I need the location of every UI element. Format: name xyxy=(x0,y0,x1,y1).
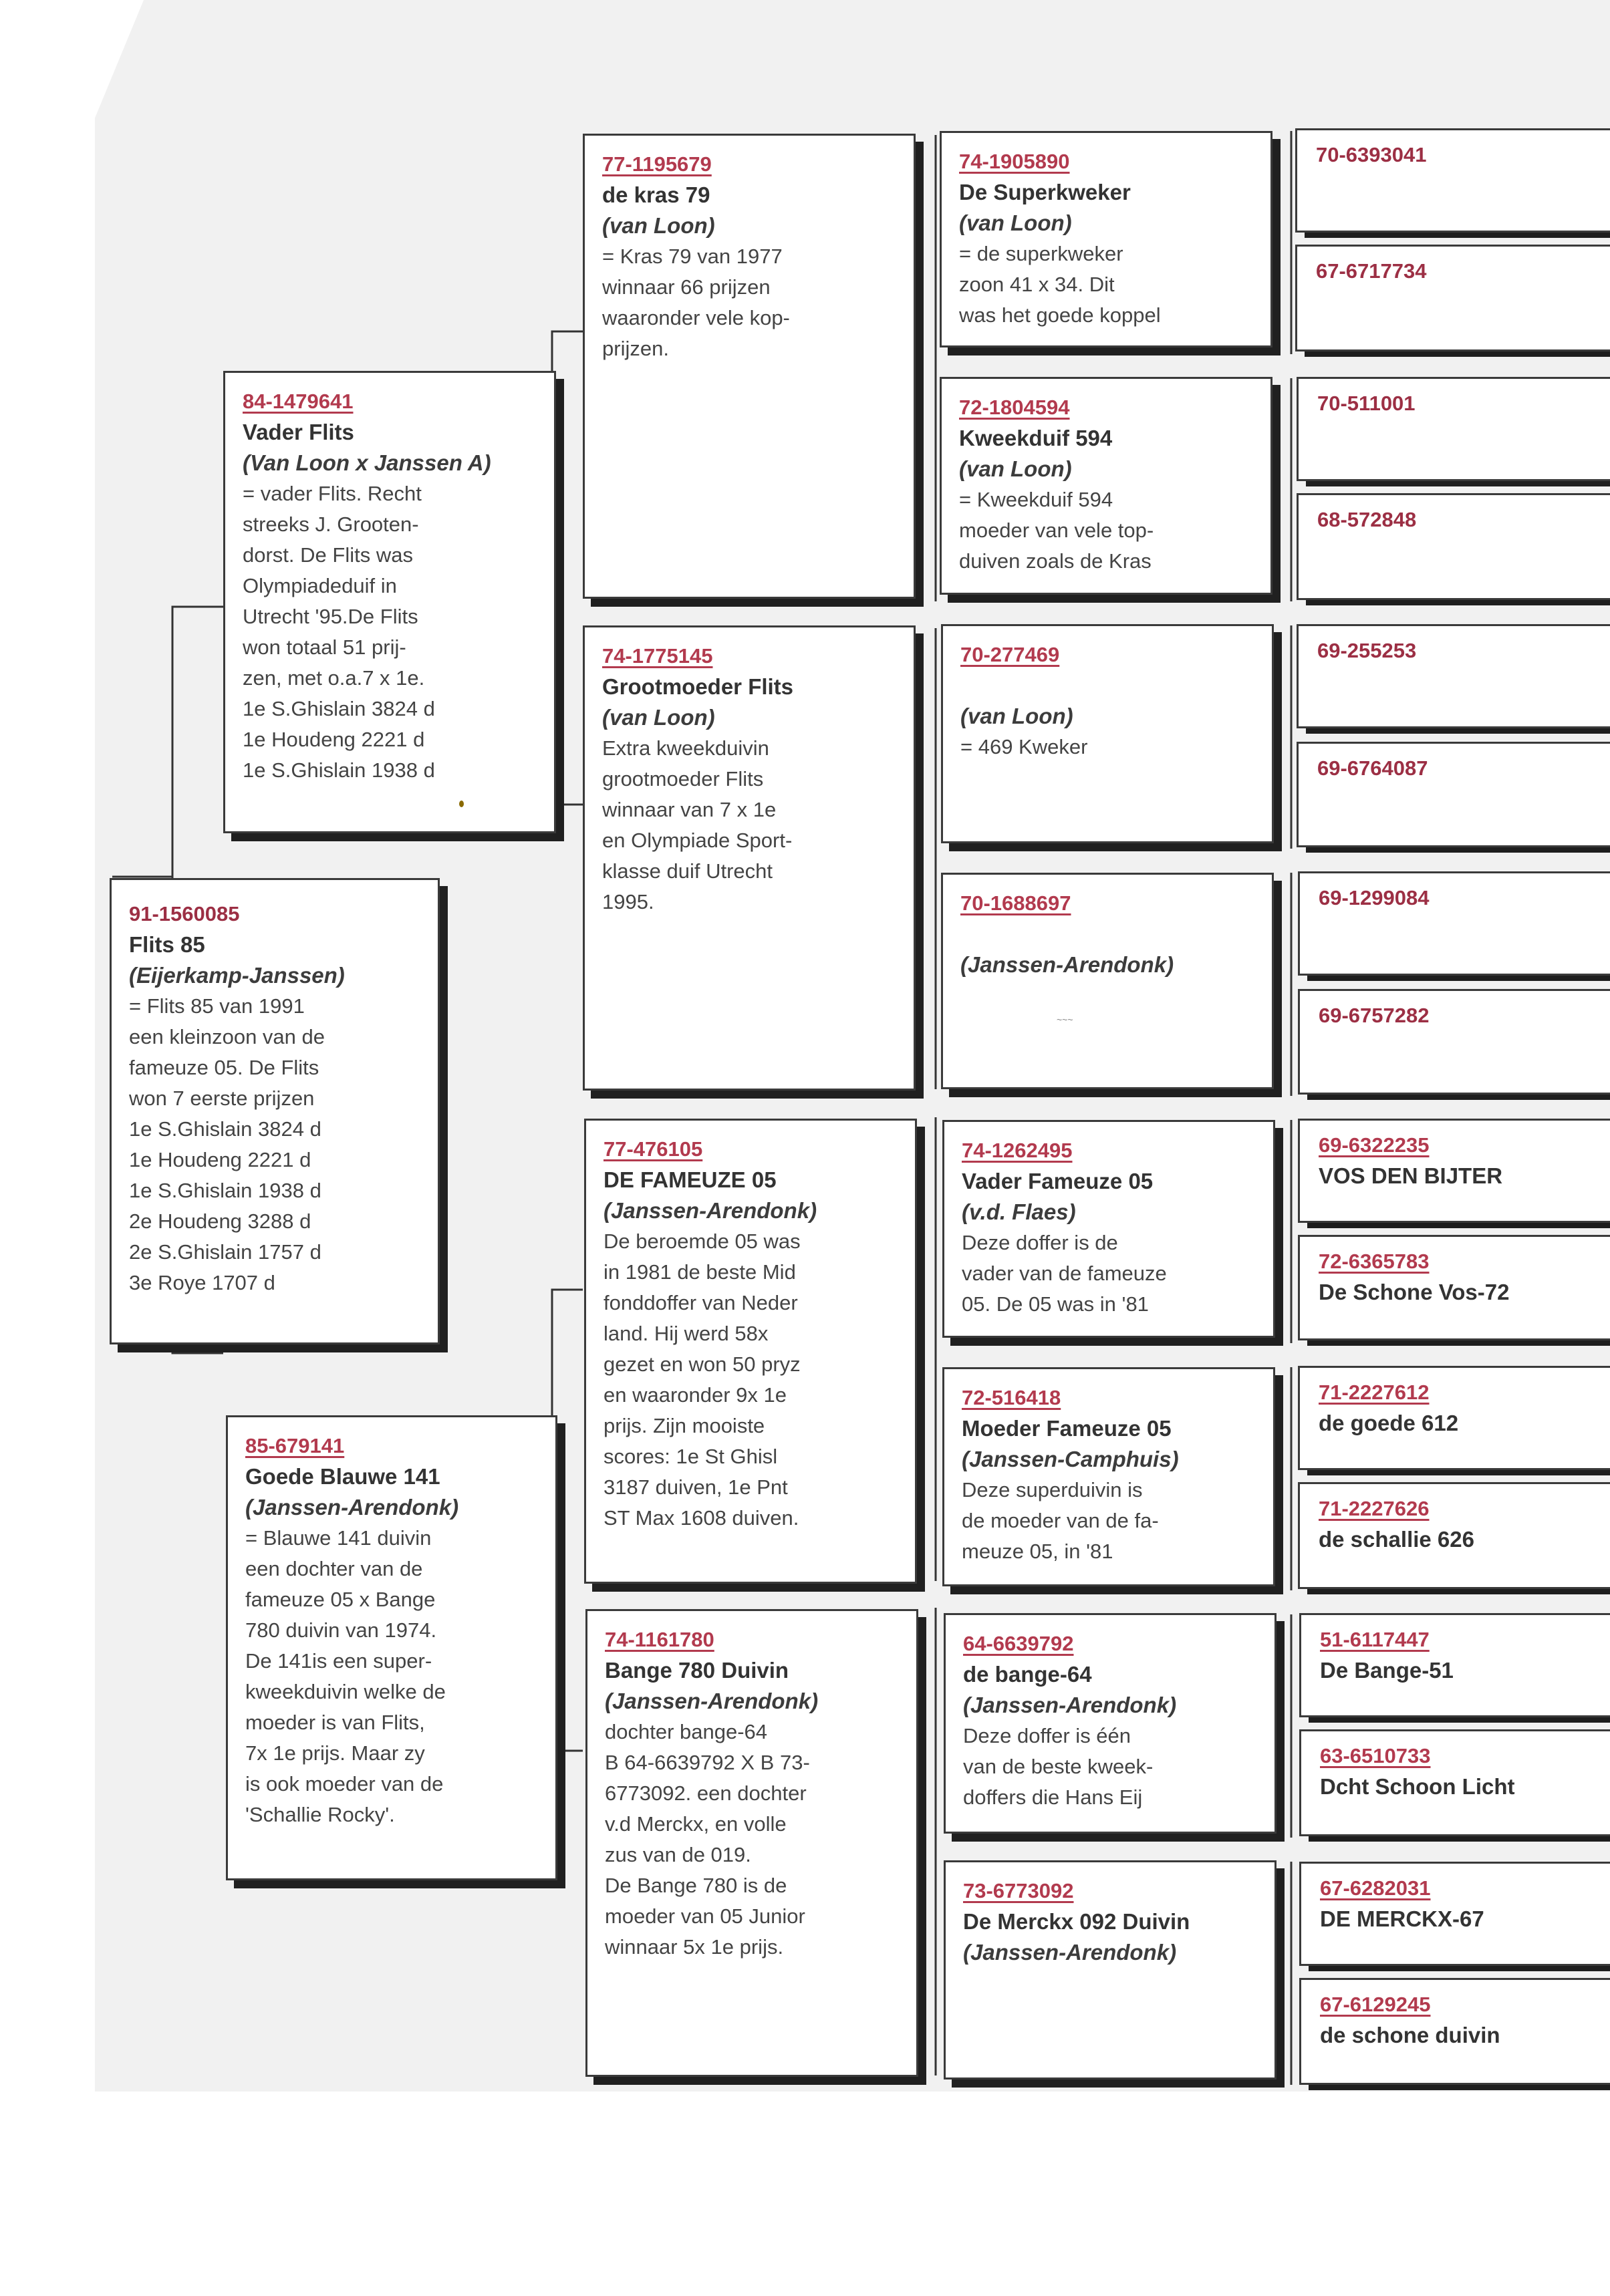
pigeon-name xyxy=(960,919,1254,950)
description: = Blauwe 141 duivin een dochter van de fameuze 05 x Bange 780 duivin van 1974. De 141is een super- kweekduivin welke de moeder is van Flits, 7x 1e prijs. Maar zy is ook moeder van de 'Schallie Rocky'. xyxy=(245,1526,446,1826)
pigeon-name: De Merckx 092 Duivin xyxy=(963,1909,1190,1934)
pigeon-card-gen4-7 xyxy=(944,1613,1277,1834)
breeder: (van Loon) xyxy=(959,210,1072,235)
description: = de superkweker zoon 41 x 34. Dit was het goede koppel xyxy=(959,242,1161,327)
description: = vader Flits. Recht streeks J. Grooten- dorst. De Flits was Olympiadeduif in Utrecht '95.De Flits won totaal 51 prij- zen, met o.a.7 x 1e. 1e S.Ghislain 3824 d 1e Houdeng 2221 d 1e S.Ghislain 1938 d xyxy=(243,482,435,782)
pigeon-name: Grootmoeder Flits xyxy=(602,674,794,699)
bracket-gen2-top xyxy=(552,331,583,805)
pigeon-name: DE FAMEUZE 05 xyxy=(603,1167,777,1192)
pigeon-card-gen5-16 xyxy=(1299,1978,1610,2085)
pigeon-name: Vader Flits xyxy=(243,420,354,444)
pigeon-card-sire xyxy=(223,371,556,833)
breeder: (van Loon) xyxy=(959,456,1072,481)
breeder: (Janssen-Arendonk) xyxy=(603,1198,817,1223)
ring-number-link[interactable]: 74-1905890 xyxy=(959,150,1070,173)
ring-number-link[interactable]: 77-1195679 xyxy=(602,152,712,176)
pigeon-card-gen5-14 xyxy=(1299,1729,1610,1836)
ring-number-link[interactable]: 72-6365783 xyxy=(1319,1250,1430,1273)
breeder: (van Loon) xyxy=(960,704,1073,728)
pigeon-name: Moeder Fameuze 05 xyxy=(962,1416,1172,1441)
pigeon-card-gen5-15 xyxy=(1299,1862,1610,1966)
scan-speck xyxy=(459,801,464,807)
ring-number: 69-1299084 xyxy=(1319,886,1430,909)
pigeon-card-gen5-1 xyxy=(1295,128,1610,233)
bracket-gen1 xyxy=(172,607,223,877)
breeder: (van Loon) xyxy=(602,213,715,238)
ring-number: 70-511001 xyxy=(1317,392,1416,415)
ring-number-link[interactable]: 84-1479641 xyxy=(243,390,354,413)
pigeon-card-gen5-7 xyxy=(1298,871,1610,976)
ring-number-link[interactable]: 73-6773092 xyxy=(963,1879,1074,1902)
pigeon-name: de goede 612 xyxy=(1319,1411,1459,1435)
pigeon-card-gen1 xyxy=(110,878,440,1344)
ring-number-link[interactable]: 64-6639792 xyxy=(963,1632,1074,1655)
pigeon-name: de schone duivin xyxy=(1320,2023,1500,2047)
ring-number-link[interactable]: 71-2227626 xyxy=(1319,1497,1430,1520)
pigeon-name: De Schone Vos-72 xyxy=(1319,1280,1510,1304)
ring-number-link[interactable]: 74-1262495 xyxy=(962,1139,1073,1162)
pigeon-name xyxy=(960,670,1254,701)
pigeon-card-gen5-10 xyxy=(1298,1235,1610,1340)
pigeon-card-gen4-4 xyxy=(941,873,1274,1089)
description: dochter bange-64 B 64-6639792 X B 73- 6773092. een dochter v.d Merckx, en volle zus van de 019. De Bange 780 is de moeder van 05 Junior winnaar 5x 1e prijs. xyxy=(605,1720,810,1959)
breeder: (van Loon) xyxy=(602,705,715,730)
pigeon-card-gen3-4 xyxy=(585,1609,918,2077)
pigeon-card-gen4-8 xyxy=(944,1860,1277,2079)
ring-number: 69-6764087 xyxy=(1317,756,1428,780)
breeder: (Janssen-Camphuis) xyxy=(962,1447,1179,1471)
breeder: (Van Loon x Janssen A) xyxy=(243,450,491,475)
description: Deze superduivin is de moeder van de fa- meuze 05, in '81 xyxy=(962,1478,1159,1563)
pigeon-card-gen4-2 xyxy=(940,377,1272,595)
breeder: (Janssen-Arendonk) xyxy=(960,952,1174,977)
ring-number-link[interactable]: 85-679141 xyxy=(245,1434,345,1457)
pigeon-card-gen3-1 xyxy=(583,134,916,599)
ring-number-link[interactable]: 72-516418 xyxy=(962,1386,1061,1409)
pigeon-card-gen4-1 xyxy=(940,131,1272,347)
pigeon-card-gen5-5 xyxy=(1297,624,1610,728)
pigeon-name: Vader Fameuze 05 xyxy=(962,1169,1154,1193)
pigeon-name: DE MERCKX-67 xyxy=(1320,1906,1484,1931)
pigeon-name: De Bange-51 xyxy=(1320,1658,1454,1683)
pigeon-card-gen5-12 xyxy=(1298,1482,1610,1589)
description: = Flits 85 van 1991 een kleinzoon van de fameuze 05. De Flits won 7 eerste prijzen 1e S.Ghislain 3824 d 1e Houdeng 2221 d 1e S.Ghislain 1938 d 2e Houdeng 3288 d 2e S.Ghislain 1757 d 3e Roye 1707 d xyxy=(129,994,325,1294)
description: De beroemde 05 was in 1981 de beste Mid fonddoffer van Neder land. Hij werd 58x gezet en won 50 pryz en waaronder 9x 1e prijs. Zijn mooiste scores: 1e St Ghisl 3187 duiven, 1e Pnt ST Max 1608 duiven. xyxy=(603,1230,801,1530)
pigeon-card-gen5-4 xyxy=(1297,493,1610,600)
breeder: (Janssen-Arendonk) xyxy=(963,1693,1177,1717)
pigeon-name: Flits 85 xyxy=(129,932,205,957)
ring-number-link[interactable]: 63-6510733 xyxy=(1320,1744,1431,1767)
ring-number: 68-572848 xyxy=(1317,508,1417,531)
pigeon-card-gen4-6 xyxy=(942,1367,1275,1586)
pigeon-card-gen5-3 xyxy=(1297,377,1610,481)
scan-smudge: ~~~ xyxy=(1057,1014,1073,1025)
ring-number: 70-6393041 xyxy=(1316,143,1427,166)
pigeon-name: Kweekduif 594 xyxy=(959,426,1113,450)
ring-number-link[interactable]: 70-1688697 xyxy=(960,891,1071,915)
pigeon-name: Goede Blauwe 141 xyxy=(245,1464,440,1489)
description: = Kras 79 van 1977 winnaar 66 prijzen waaronder vele kop- prijzen. xyxy=(602,245,790,360)
ring-number: 69-255253 xyxy=(1317,639,1417,662)
pigeon-card-gen5-2 xyxy=(1295,245,1610,351)
breeder: (Janssen-Arendonk) xyxy=(605,1689,819,1713)
breeder: (Eijerkamp-Janssen) xyxy=(129,963,345,988)
breeder: (Janssen-Arendonk) xyxy=(963,1940,1177,1965)
breeder: (Janssen-Arendonk) xyxy=(245,1495,459,1520)
ring-number-link[interactable]: 74-1161780 xyxy=(605,1628,714,1651)
ring-number-link[interactable]: 74-1775145 xyxy=(602,644,713,668)
pigeon-card-gen4-5 xyxy=(942,1120,1275,1338)
ring-number-link[interactable]: 67-6282031 xyxy=(1320,1876,1431,1900)
ring-number: 69-6757282 xyxy=(1319,1004,1430,1027)
ring-number-link[interactable]: 69-6322235 xyxy=(1319,1133,1430,1157)
pigeon-card-gen5-9 xyxy=(1298,1119,1610,1223)
ring-number-link[interactable]: 72-1804594 xyxy=(959,396,1070,419)
pigeon-name: Dcht Schoon Licht xyxy=(1320,1774,1515,1799)
pigeon-name: VOS DEN BIJTER xyxy=(1319,1163,1503,1188)
ring-number-link[interactable]: 71-2227612 xyxy=(1319,1381,1430,1404)
description: Extra kweekduivin grootmoeder Flits winnaar van 7 x 1e en Olympiade Sport- klasse duif Utrecht 1995. xyxy=(602,736,793,913)
pigeon-name: Bange 780 Duivin xyxy=(605,1658,789,1683)
description: = Kweekduif 594 moeder van vele top- duiven zoals de Kras xyxy=(959,488,1154,573)
pigeon-name: De Superkweker xyxy=(959,180,1131,204)
ring-number-link[interactable]: 77-476105 xyxy=(603,1137,703,1161)
pigeon-card-gen5-6 xyxy=(1297,742,1610,847)
ring-number-link[interactable]: 70-277469 xyxy=(960,643,1060,666)
pigeon-name: de kras 79 xyxy=(602,182,710,207)
ring-number: 67-6717734 xyxy=(1316,259,1427,283)
ring-number-link[interactable]: 51-6117447 xyxy=(1320,1628,1430,1651)
ring-number-link[interactable]: 67-6129245 xyxy=(1320,1993,1431,2016)
pigeon-card-gen5-11 xyxy=(1298,1366,1610,1470)
description: Deze doffer is één van de beste kweek- doffers die Hans Eij xyxy=(963,1724,1154,1809)
description: Deze doffer is de vader van de fameuze 05. De 05 was in '81 xyxy=(962,1231,1167,1316)
ring-number: 91-1560085 xyxy=(129,902,240,925)
pigeon-card-gen3-3 xyxy=(584,1119,917,1584)
pigeon-card-dam xyxy=(226,1415,557,1880)
description: = 469 Kweker xyxy=(960,735,1088,758)
pigeon-name: de schallie 626 xyxy=(1319,1527,1474,1552)
pigeon-card-gen5-13 xyxy=(1299,1613,1610,1717)
pigeon-card-gen5-8 xyxy=(1298,989,1610,1095)
pigeon-card-gen3-2 xyxy=(583,625,916,1091)
breeder: (v.d. Flaes) xyxy=(962,1199,1076,1224)
pigeon-name: de bange-64 xyxy=(963,1662,1092,1687)
pigeon-card-gen4-3 xyxy=(941,624,1274,843)
